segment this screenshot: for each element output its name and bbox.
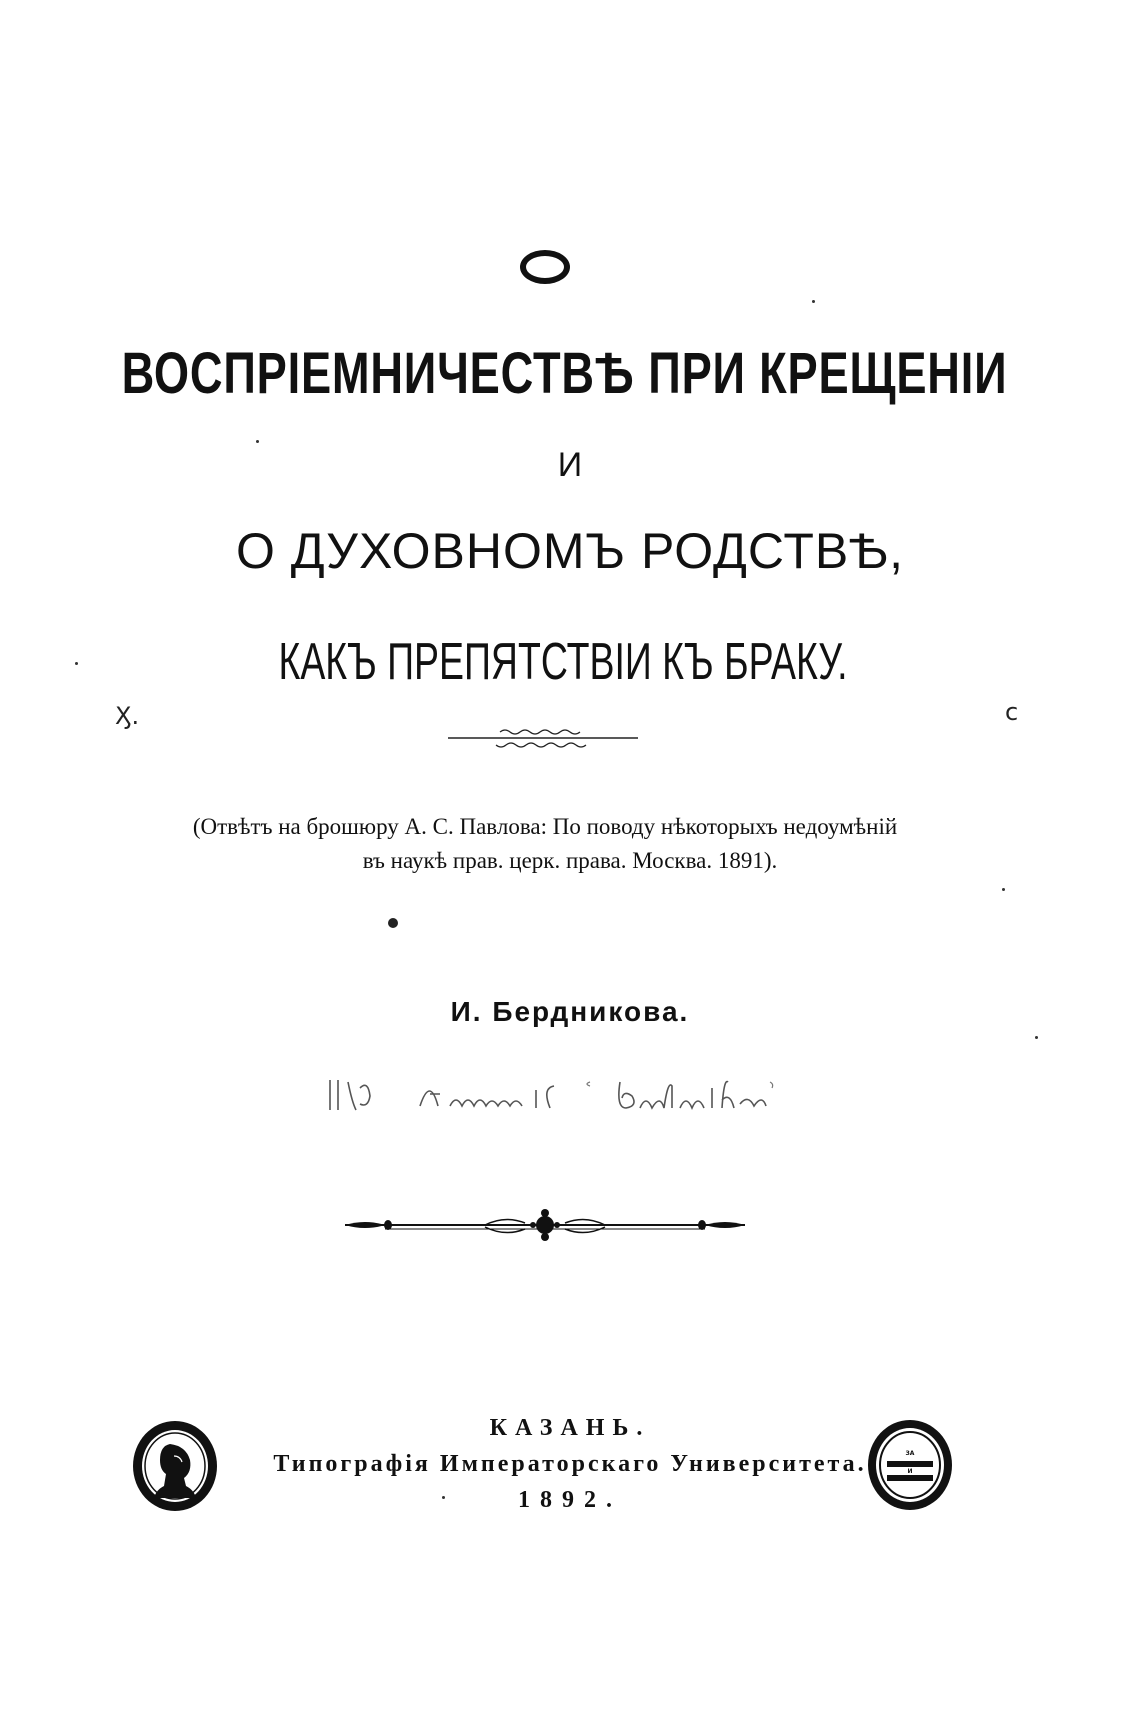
imprint-year: 1892. — [518, 1487, 622, 1513]
svg-text:ЗА: ЗА — [905, 1450, 915, 1457]
author-name: И. Бердникова. — [450, 996, 690, 1027]
imprint-place: КАЗАНЬ. — [489, 1415, 651, 1441]
paper-speck — [1035, 1036, 1038, 1039]
decorative-flourish-ornament — [345, 1205, 745, 1245]
title-letter-o — [520, 250, 570, 284]
paper-speck — [812, 300, 815, 303]
subtitle-line-1: (Отвѣтъ на брошюру А. С. Павлова: По поводу нѣкоторыхъ недоумѣній — [192, 814, 898, 839]
margin-mark-right: c — [1005, 698, 1019, 726]
handwritten-name-annotation — [320, 1070, 800, 1120]
imprint-printer: Типографія Императорскаго Университета. — [273, 1451, 867, 1477]
ink-dot — [388, 918, 398, 928]
svg-text:И: И — [907, 1468, 913, 1475]
paper-speck — [75, 662, 78, 665]
medal-stamp-icon — [865, 1417, 955, 1513]
paper-speck — [442, 1496, 445, 1499]
title-line-3: КАКЪ ПРЕПЯТСТВІИ КЪ БРАКУ. — [278, 633, 848, 691]
wavy-rule-ornament — [448, 728, 638, 752]
library-portrait-stamp-icon — [130, 1418, 220, 1514]
title-conjunction: И — [557, 446, 583, 484]
margin-mark-left: Ӽ. — [115, 702, 140, 730]
title-line-1: ВОСПРІЕМНИЧЕСТВѢ ПРИ КРЕЩЕНІИ — [121, 341, 1008, 406]
paper-speck — [256, 440, 259, 443]
subtitle-line-2: въ наукѣ прав. церк. права. Москва. 1891). — [362, 848, 778, 873]
paper-speck — [1002, 888, 1005, 891]
title-line-2: О ДУХОВНОМЪ РОДСТВѢ, — [235, 523, 905, 579]
